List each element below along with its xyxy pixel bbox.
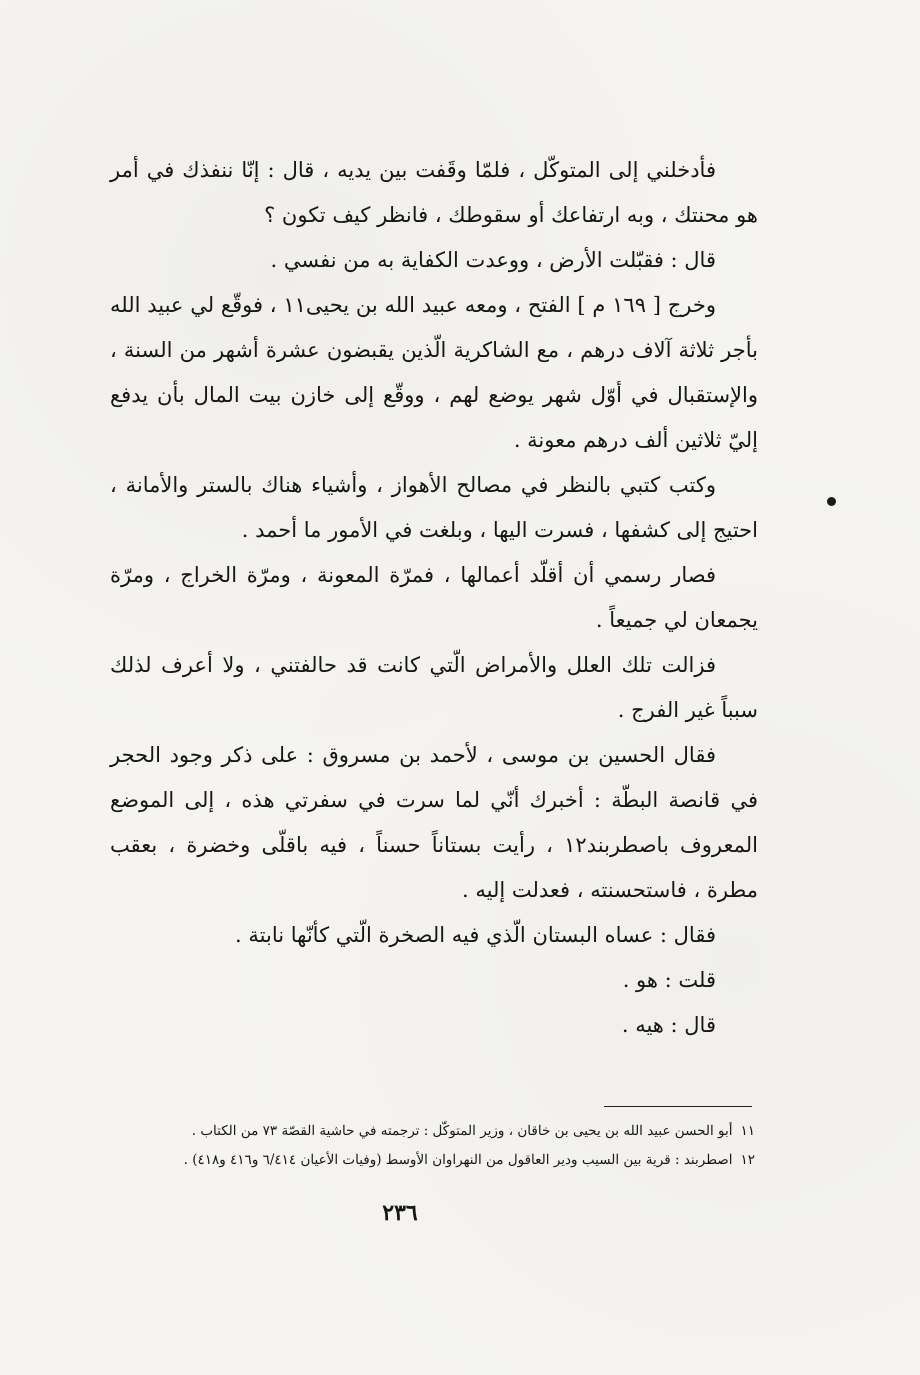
main-text [110, 148, 758, 1048]
footnote-number: ١١ [740, 1123, 755, 1139]
paragraph-1: فأدخلني إلى المتوكّل ، فلمّا وقَفت بين يديه ، قال : إنّا ننفذك في أمر هو محنتك ، وبه ارتفاعك أو سقوطك ، فانظر كيف تكون ؟ [110, 158, 758, 227]
footnote-number: ١٢ [740, 1152, 755, 1168]
paragraph-6: فزالت تلك العلل والأمراض الّتي كانت قد حالفتني ، ولا أعرف لذلك سبباً غير الفرج . [110, 653, 758, 722]
footnotes [105, 1117, 755, 1175]
dialogue-line-3: قال : هيه . [621, 1013, 716, 1037]
margin-dot [827, 497, 836, 506]
footnote-11 [105, 1117, 755, 1146]
paragraph-7: فقال الحسين بن موسى ، لأحمد بن مسروق : على ذكر وجود الحجر في قانصة البطّة : أخبرك أنّي لما سرت في سفرتي هذه ، إلى الموضع المعروف باصطربند١٢ ، رأيت بستاناً حسناً ، فيه باقلّى وخضرة ، بعقب مطرة ، فاستحسنته ، فعدلت إليه . [110, 743, 758, 902]
footnote-text: اصطربند : قرية بين السيب ودير العاقول من النهراوان الأوسط (وفيات الأعيان ٦/٤١٤ و٤١٦ و٤١٨) . [183, 1152, 733, 1168]
footnote-12 [105, 1146, 755, 1175]
footnote-text: أبو الحسن عبيد الله بن يحيى بن خاقان ، وزير المتوكّل : ترجمته في حاشية القصّة ٧٣ من الكتاب . [191, 1123, 733, 1139]
paragraph-5: فصار رسمي أن أقلّد أعمالها ، فمرّة المعونة ، ومرّة الخراج ، ومرّة يجمعان لي جميعاً . [110, 563, 758, 632]
paragraph-4: وكتب كتبي بالنظر في مصالح الأهواز ، وأشياء هناك بالستر والأمانة ، احتيج إلى كشفها ، فسرت اليها ، وبلغت في الأمور ما أحمد . [110, 473, 758, 542]
paragraph-2: قال : فقبّلت الأرض ، ووعدت الكفاية به من نفسي . [270, 248, 716, 272]
footnote-separator [604, 1106, 752, 1107]
page-number: ٢٣٦ [382, 1200, 418, 1226]
dialogue-line-2: قلت : هو . [622, 968, 716, 992]
dialogue-line-1: فقال : عساه البستان الّذي فيه الصخرة الّتي كأنّها نابتة . [235, 923, 716, 947]
paragraph-3: وخرج [ ١٦٩ م ] الفتح ، ومعه عبيد الله بن يحيى١١ ، فوقّع لي عبيد الله بأجر ثلاثة آلاف درهم ، مع الشاكرية الّذين يقبضون عشرة أشهر من السنة ، والإستقبال في أوّل شهر يوضع لهم ، ووقّع إلى خازن بيت المال بأن يدفع إليّ ثلاثين ألف درهم معونة . [110, 293, 758, 452]
